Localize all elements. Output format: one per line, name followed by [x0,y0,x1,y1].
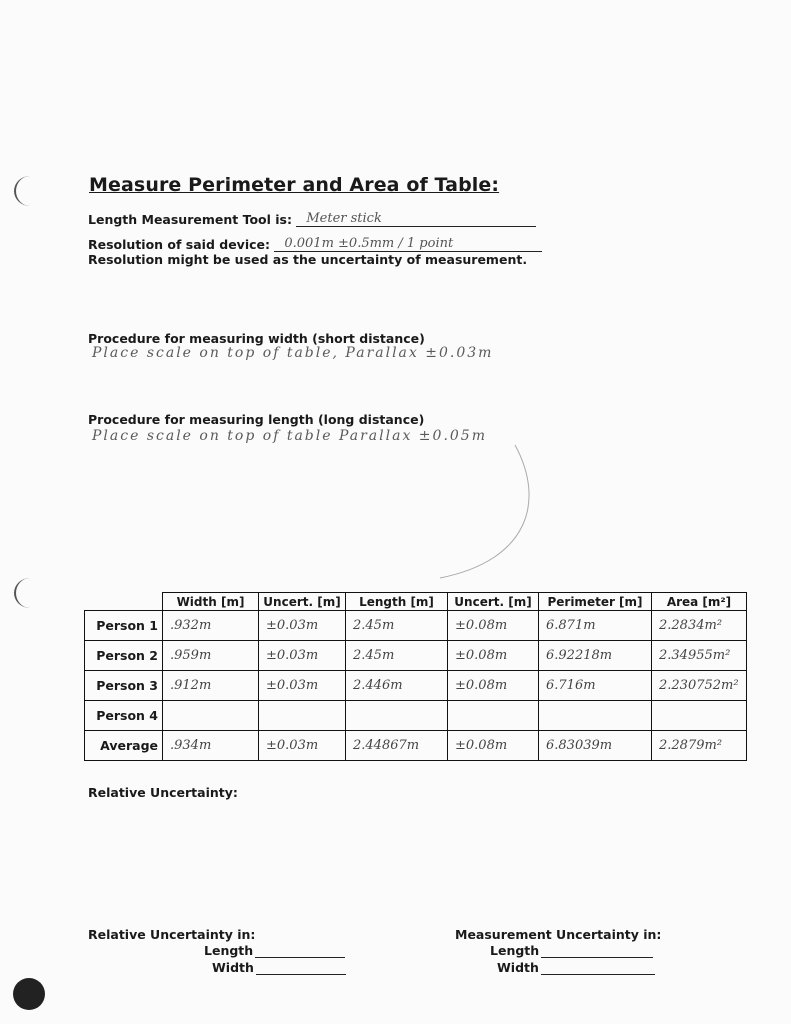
cell-width[interactable]: .934m [163,731,259,761]
resolution-field[interactable] [274,235,542,252]
cell-length[interactable]: 2.446m [346,671,448,701]
cell-width[interactable] [163,701,259,731]
cell-area[interactable]: 2.34955m² [652,641,747,671]
cell-area[interactable]: 2.230752m² [652,671,747,701]
cell-perimeter[interactable] [539,701,652,731]
cell-area[interactable] [652,701,747,731]
cell-length-uncert[interactable]: ±0.08m [448,611,539,641]
cell-width[interactable]: .959m [163,641,259,671]
cell-width-uncert[interactable]: ±0.03m [259,671,346,701]
measurement-width-line [497,960,655,975]
cell-width-uncert[interactable]: ±0.03m [259,611,346,641]
procedure-width-value[interactable]: Place scale on top of table, Parallax ±0.03m [92,345,494,361]
procedure-length-label: Procedure for measuring length (long distance) [88,412,425,427]
procedure-width-label: Procedure for measuring width (short distance) [88,331,425,346]
tool-field[interactable] [296,210,536,227]
row-label: Average [85,731,163,761]
resolution-note: Resolution might be used as the uncertainty of measurement. [88,252,528,267]
bleed-through-shadow [596,220,597,221]
relative-width-line [212,960,346,975]
cell-width[interactable]: .912m [163,671,259,701]
resolution-line [88,235,542,252]
cell-perimeter[interactable]: 6.716m [539,671,652,701]
page-title: Measure Perimeter and Area of Table: [89,174,500,196]
header-area: Area [m²] [652,593,747,611]
table-row [85,701,747,731]
relative-width-field[interactable] [256,962,346,975]
cell-perimeter[interactable]: 6.871m [539,611,652,641]
measurement-uncertainty-heading: Measurement Uncertainty in: [455,927,662,942]
cell-width-uncert[interactable]: ±0.03m [259,641,346,671]
pencil-curve [420,440,530,590]
header-length-uncert: Uncert. [m] [448,593,539,611]
cell-length[interactable] [346,701,448,731]
measurement-length-label: Length [490,943,540,958]
measurement-width-field[interactable] [541,962,655,975]
table-header-row [85,593,747,611]
header-perimeter: Perimeter [m] [539,593,652,611]
resolution-label: Resolution of said device: [88,237,270,252]
header-length: Length [m] [346,593,448,611]
relative-length-field[interactable] [255,945,345,958]
measurement-table [84,592,747,761]
cell-length-uncert[interactable]: ±0.08m [448,671,539,701]
measurement-width-label: Width [497,960,539,975]
relative-length-label: Length [204,943,254,958]
binder-hole-middle [14,578,46,608]
cell-area[interactable]: 2.2834m² [652,611,747,641]
tool-label: Length Measurement Tool is: [88,212,292,227]
measurement-length-field[interactable] [541,945,653,958]
tool-value: Meter stick [306,211,382,226]
row-label: Person 4 [85,701,163,731]
header-width-uncert: Uncert. [m] [259,593,346,611]
table-corner [85,593,163,611]
cell-perimeter[interactable]: 6.83039m [539,731,652,761]
cell-length[interactable]: 2.45m [346,641,448,671]
tool-line [88,210,536,227]
cell-width-uncert[interactable] [259,701,346,731]
relative-uncertainty-heading: Relative Uncertainty in: [88,927,256,942]
row-label: Person 3 [85,671,163,701]
cell-length-uncert[interactable]: ±0.08m [448,731,539,761]
table-row [85,611,747,641]
table-row [85,641,747,671]
cell-length[interactable]: 2.44867m [346,731,448,761]
cell-width-uncert[interactable]: ±0.03m [259,731,346,761]
table-row-average [85,731,747,761]
cell-perimeter[interactable]: 6.92218m [539,641,652,671]
relative-width-label: Width [212,960,254,975]
cell-area[interactable]: 2.2879m² [652,731,747,761]
cell-width[interactable]: .932m [163,611,259,641]
cell-length[interactable]: 2.45m [346,611,448,641]
binder-hole-top [14,176,46,206]
row-label: Person 1 [85,611,163,641]
table-row [85,671,747,701]
measurement-length-line [490,943,653,958]
relative-uncertainty-label: Relative Uncertainty: [88,785,238,800]
procedure-length-value[interactable]: Place scale on top of table Parallax ±0.05m [92,428,487,444]
cell-length-uncert[interactable] [448,701,539,731]
cell-length-uncert[interactable]: ±0.08m [448,641,539,671]
relative-length-line [204,943,345,958]
binder-hole-bottom [13,978,45,1010]
resolution-value: 0.001m ±0.5mm / 1 point [284,236,454,251]
row-label: Person 2 [85,641,163,671]
header-width: Width [m] [163,593,259,611]
